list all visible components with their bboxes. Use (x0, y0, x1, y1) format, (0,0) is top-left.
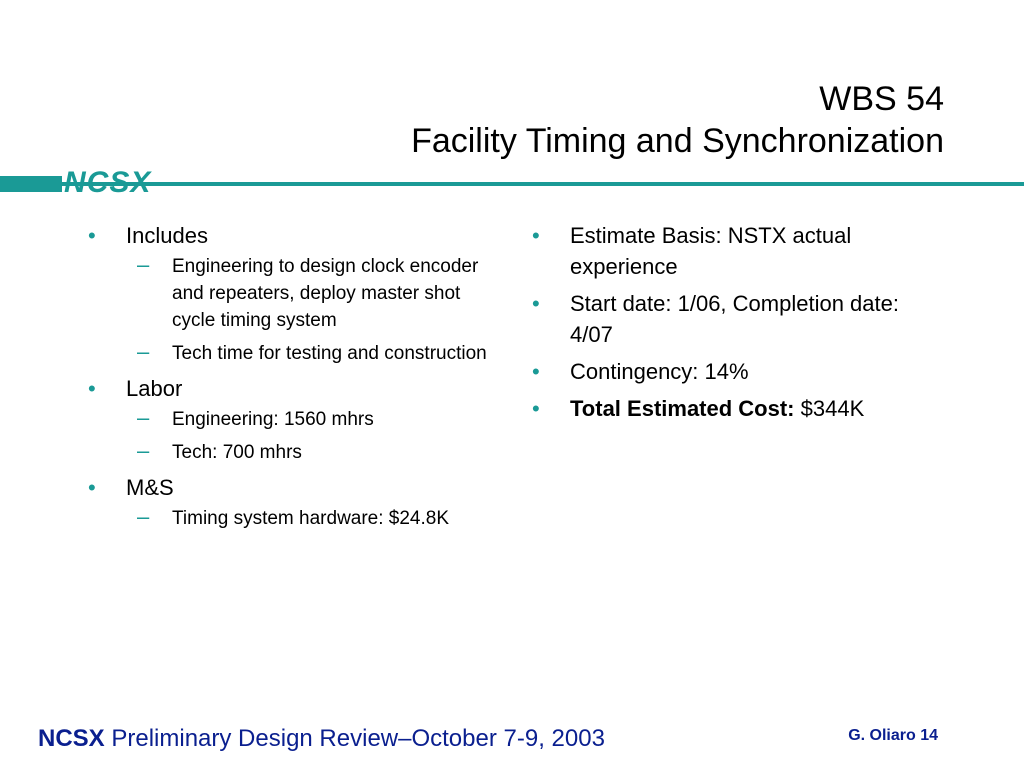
dash-icon: – (137, 252, 150, 277)
bullet-label: M&S (126, 475, 174, 500)
sub-bullet-text: Tech time for testing and construction (172, 343, 487, 364)
dash-icon: – (137, 405, 150, 430)
bullet-label: Includes (126, 223, 208, 248)
sub-bullet-text: Timing system hardware: $24.8K (172, 508, 450, 529)
sub-bullet-item (126, 406, 506, 433)
title-line-1: WBS 54 (819, 80, 944, 118)
bullet-text: Start date: 1/06, Completion date: 4/07 (570, 291, 899, 347)
sub-bullet-item (126, 505, 506, 532)
sub-bullet-text: Tech: 700 mhrs (172, 442, 302, 463)
footer-conference (38, 724, 605, 754)
right-column (530, 220, 930, 430)
bullet-contingency (530, 356, 930, 387)
footer-text: Preliminary Design Review–October 7-9, 2003 (111, 725, 605, 752)
bullet-dot-icon: • (532, 359, 540, 384)
bullet-dot-icon: • (532, 223, 540, 248)
footer-author-page: G. Oliaro 14 (848, 727, 938, 744)
total-cost-label: Total Estimated Cost: (570, 396, 795, 421)
title-line-2: Facility Timing and Synchronization (411, 122, 944, 160)
dash-icon: – (137, 504, 150, 529)
bullet-label: Labor (126, 376, 183, 401)
sub-bullet-item (126, 439, 506, 466)
dash-icon: – (137, 339, 150, 364)
sub-bullet-text: Engineering: 1560 mhrs (172, 409, 374, 430)
bullet-includes (86, 220, 506, 367)
bullet-text: Estimate Basis: NSTX actual experience (570, 223, 852, 279)
sub-bullet-item (126, 253, 506, 334)
bullet-estimate-basis (530, 220, 930, 282)
sub-bullet-list (126, 406, 506, 466)
bullet-labor (86, 373, 506, 466)
header-rule (0, 182, 1024, 186)
left-column (86, 220, 506, 538)
bullet-text: Contingency: 14% (570, 359, 749, 384)
left-bullet-list (86, 220, 506, 532)
total-cost-value: $344K (800, 396, 865, 421)
bullet-m-and-s (86, 472, 506, 532)
header-rule-block (0, 176, 62, 192)
sub-bullet-item (126, 340, 506, 367)
bullet-dot-icon: • (532, 396, 540, 421)
ncsx-logo: NCSX (64, 166, 152, 199)
sub-bullet-list (126, 505, 506, 532)
right-bullet-list (530, 220, 930, 424)
sub-bullet-text: Engineering to design clock encoder and repeaters, deploy master shot cycle timing system (172, 256, 479, 331)
bullet-total-cost (530, 393, 930, 424)
bullet-dot-icon: • (88, 475, 96, 500)
bullet-dates (530, 288, 930, 350)
footer-brand: NCSX (38, 725, 105, 752)
bullet-dot-icon: • (88, 376, 96, 401)
slide-title (411, 78, 944, 162)
bullet-dot-icon: • (88, 223, 96, 248)
bullet-dot-icon: • (532, 291, 540, 316)
sub-bullet-list (126, 253, 506, 367)
dash-icon: – (137, 438, 150, 463)
